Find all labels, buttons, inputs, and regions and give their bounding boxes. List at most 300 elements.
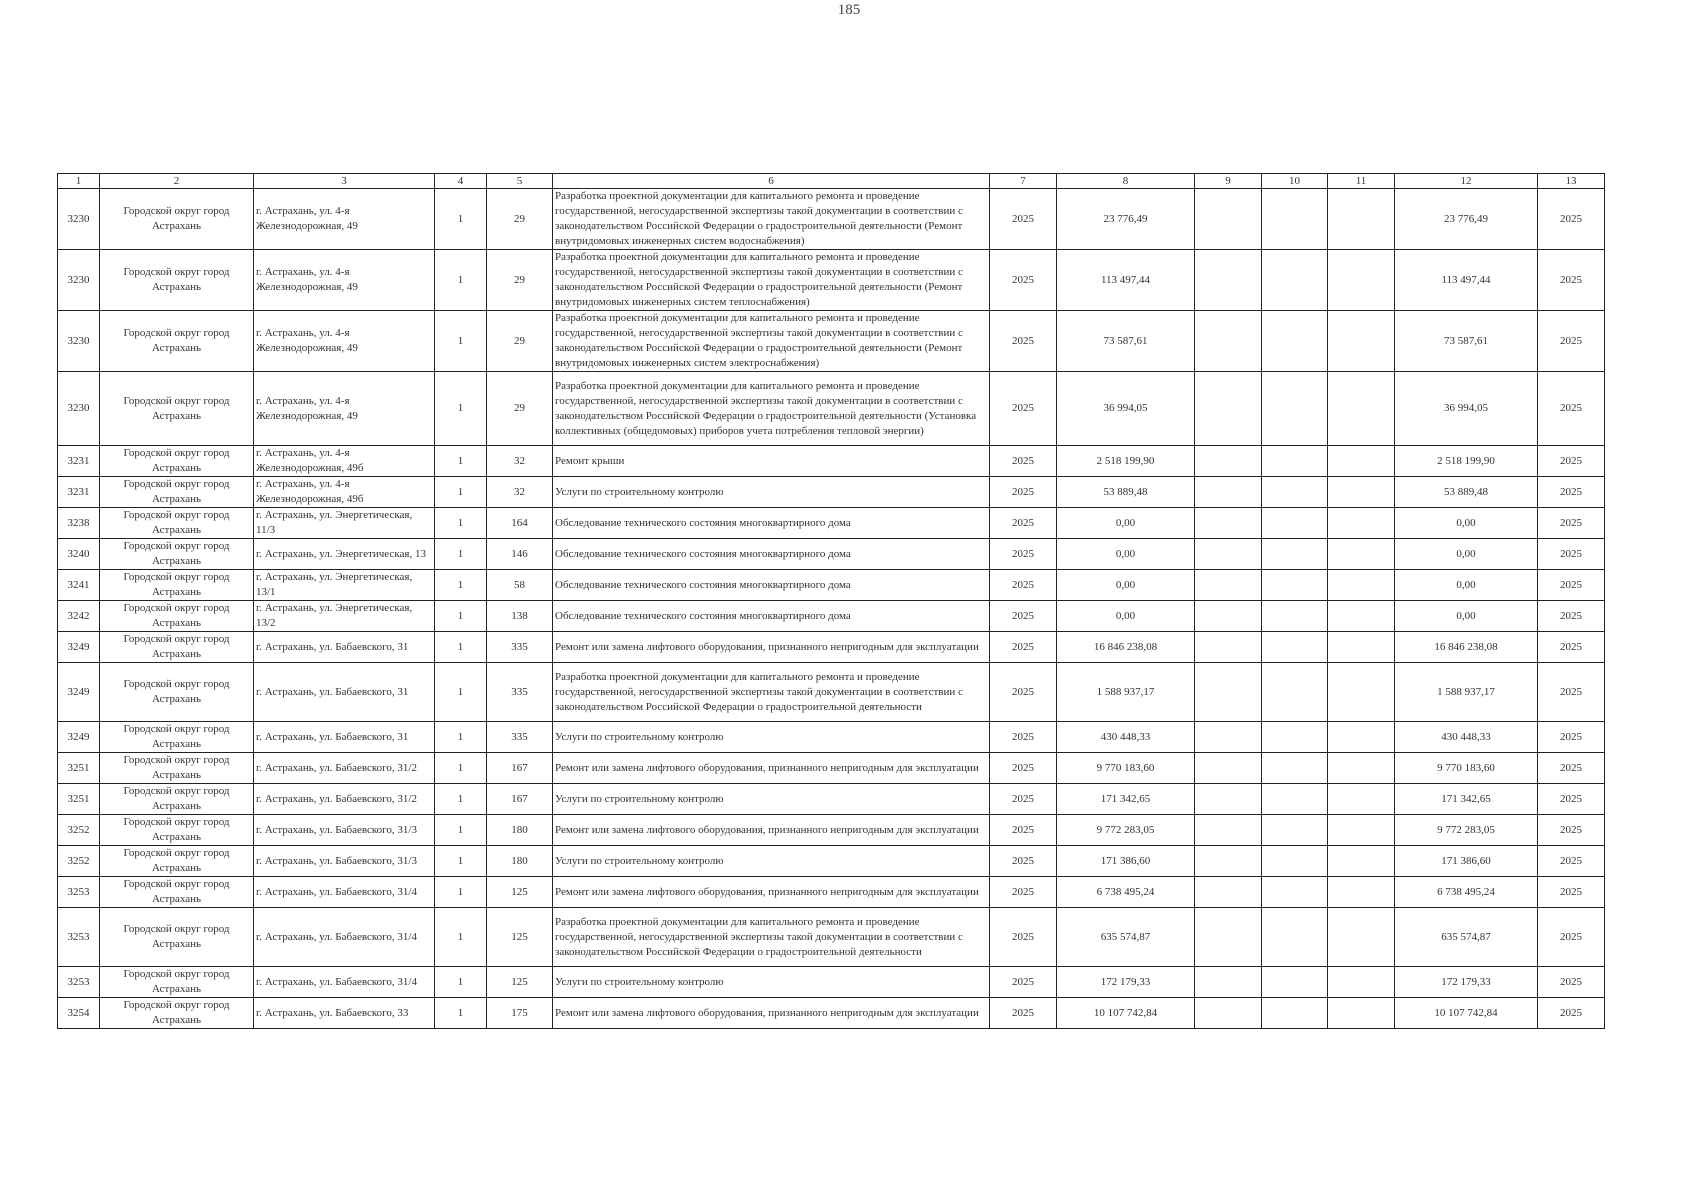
table-row [58, 570, 1605, 601]
cost-cell: 23 776,49 [1057, 189, 1195, 250]
row-number-cell: 3242 [58, 601, 100, 632]
col10-cell [1262, 908, 1328, 967]
completion-year-cell: 2025 [1538, 967, 1605, 998]
col10-cell [1262, 508, 1328, 539]
completion-year-cell: 2025 [1538, 663, 1605, 722]
cost-cell: 10 107 742,84 [1057, 998, 1195, 1029]
work-type-cell: Ремонт или замена лифтового оборудования, признанного непригодным для эксплуатации [553, 998, 990, 1029]
total-cost-cell: 1 588 937,17 [1395, 663, 1538, 722]
year-cell: 2025 [990, 846, 1057, 877]
municipality-cell: Городской округ город Астрахань [100, 250, 254, 311]
row-number-cell: 3230 [58, 189, 100, 250]
table-row [58, 815, 1605, 846]
col4-cell: 1 [435, 539, 487, 570]
cost-cell: 9 772 283,05 [1057, 815, 1195, 846]
col9-cell [1195, 446, 1262, 477]
table-row [58, 446, 1605, 477]
completion-year-cell: 2025 [1538, 446, 1605, 477]
work-type-cell: Разработка проектной документации для капитального ремонта и проведение государственной, негосударственной экспертизы такой документации в соответствии с законодательством Российской Федерации о градостроительной деятельности [553, 663, 990, 722]
col9-cell [1195, 632, 1262, 663]
total-cost-cell: 9 772 283,05 [1395, 815, 1538, 846]
municipality-cell: Городской округ город Астрахань [100, 815, 254, 846]
address-cell: г. Астрахань, ул. Бабаевского, 31/4 [254, 908, 435, 967]
row-number-cell: 3252 [58, 846, 100, 877]
municipality-cell: Городской округ город Астрахань [100, 539, 254, 570]
work-type-cell: Услуги по строительному контролю [553, 477, 990, 508]
col11-cell [1328, 846, 1395, 877]
total-cost-cell: 16 846 238,08 [1395, 632, 1538, 663]
col9-cell [1195, 372, 1262, 446]
col11-cell [1328, 372, 1395, 446]
col11-cell [1328, 601, 1395, 632]
year-cell: 2025 [990, 446, 1057, 477]
col10-cell [1262, 632, 1328, 663]
cost-cell: 16 846 238,08 [1057, 632, 1195, 663]
col11-cell [1328, 967, 1395, 998]
page-number: 185 [837, 2, 861, 18]
cost-cell: 0,00 [1057, 508, 1195, 539]
col5-cell: 335 [487, 663, 553, 722]
address-cell: г. Астрахань, ул. 4-я Железнодорожная, 49б [254, 477, 435, 508]
address-cell: г. Астрахань, ул. Бабаевского, 31/3 [254, 815, 435, 846]
col4-cell: 1 [435, 846, 487, 877]
completion-year-cell: 2025 [1538, 539, 1605, 570]
col4-cell: 1 [435, 189, 487, 250]
total-cost-cell: 9 770 183,60 [1395, 753, 1538, 784]
work-type-cell: Обследование технического состояния многоквартирного дома [553, 508, 990, 539]
col10-cell [1262, 815, 1328, 846]
col11-cell [1328, 250, 1395, 311]
completion-year-cell: 2025 [1538, 753, 1605, 784]
col5-cell: 125 [487, 877, 553, 908]
total-cost-cell: 430 448,33 [1395, 722, 1538, 753]
row-number-cell: 3254 [58, 998, 100, 1029]
completion-year-cell: 2025 [1538, 189, 1605, 250]
col5-cell: 335 [487, 722, 553, 753]
address-cell: г. Астрахань, ул. Бабаевского, 31 [254, 663, 435, 722]
work-type-cell: Ремонт или замена лифтового оборудования, признанного непригодным для эксплуатации [553, 632, 990, 663]
municipality-cell: Городской округ город Астрахань [100, 601, 254, 632]
total-cost-cell: 10 107 742,84 [1395, 998, 1538, 1029]
address-cell: г. Астрахань, ул. Энергетическая, 11/3 [254, 508, 435, 539]
capital-repair-table [57, 173, 1605, 1029]
municipality-cell: Городской округ город Астрахань [100, 753, 254, 784]
column-header: 13 [1538, 174, 1605, 189]
col4-cell: 1 [435, 908, 487, 967]
work-type-cell: Разработка проектной документации для капитального ремонта и проведение государственной, негосударственной экспертизы такой документации в соответствии с законодательством Российской Федерации о градостроительной деятельности [553, 908, 990, 967]
cost-cell: 0,00 [1057, 539, 1195, 570]
municipality-cell: Городской округ город Астрахань [100, 846, 254, 877]
cost-cell: 0,00 [1057, 570, 1195, 601]
total-cost-cell: 0,00 [1395, 539, 1538, 570]
cost-cell: 0,00 [1057, 601, 1195, 632]
completion-year-cell: 2025 [1538, 877, 1605, 908]
total-cost-cell: 73 587,61 [1395, 311, 1538, 372]
col10-cell [1262, 877, 1328, 908]
year-cell: 2025 [990, 601, 1057, 632]
col4-cell: 1 [435, 250, 487, 311]
completion-year-cell: 2025 [1538, 601, 1605, 632]
col9-cell [1195, 539, 1262, 570]
municipality-cell: Городской округ город Астрахань [100, 570, 254, 601]
work-type-cell: Ремонт или замена лифтового оборудования, признанного непригодным для эксплуатации [553, 877, 990, 908]
work-type-cell: Ремонт или замена лифтового оборудования, признанного непригодным для эксплуатации [553, 753, 990, 784]
table-row [58, 601, 1605, 632]
column-header: 10 [1262, 174, 1328, 189]
year-cell: 2025 [990, 372, 1057, 446]
municipality-cell: Городской округ город Астрахань [100, 784, 254, 815]
column-header: 1 [58, 174, 100, 189]
row-number-cell: 3252 [58, 815, 100, 846]
municipality-cell: Городской округ город Астрахань [100, 311, 254, 372]
col5-cell: 32 [487, 446, 553, 477]
table-row [58, 846, 1605, 877]
col9-cell [1195, 189, 1262, 250]
total-cost-cell: 171 342,65 [1395, 784, 1538, 815]
column-header: 6 [553, 174, 990, 189]
address-cell: г. Астрахань, ул. 4-я Железнодорожная, 49 [254, 189, 435, 250]
col5-cell: 175 [487, 998, 553, 1029]
col4-cell: 1 [435, 784, 487, 815]
total-cost-cell: 53 889,48 [1395, 477, 1538, 508]
year-cell: 2025 [990, 967, 1057, 998]
col4-cell: 1 [435, 722, 487, 753]
row-number-cell: 3240 [58, 539, 100, 570]
cost-cell: 172 179,33 [1057, 967, 1195, 998]
address-cell: г. Астрахань, ул. 4-я Железнодорожная, 49 [254, 250, 435, 311]
work-type-cell: Разработка проектной документации для капитального ремонта и проведение государственной, негосударственной экспертизы такой документации в соответствии с законодательством Российской Федерации о градостроительной деятельности (Ремонт внутридомовых инженерных систем водоснабжения) [553, 189, 990, 250]
table-row [58, 784, 1605, 815]
col5-cell: 180 [487, 815, 553, 846]
row-number-cell: 3253 [58, 967, 100, 998]
col9-cell [1195, 877, 1262, 908]
column-header: 11 [1328, 174, 1395, 189]
column-header: 5 [487, 174, 553, 189]
col9-cell [1195, 815, 1262, 846]
work-type-cell: Разработка проектной документации для капитального ремонта и проведение государственной, негосударственной экспертизы такой документации в соответствии с законодательством Российской Федерации о градостроительной деятельности (Ремонт внутридомовых инженерных систем теплоснабжения) [553, 250, 990, 311]
row-number-cell: 3231 [58, 446, 100, 477]
col11-cell [1328, 784, 1395, 815]
col11-cell [1328, 446, 1395, 477]
col9-cell [1195, 601, 1262, 632]
completion-year-cell: 2025 [1538, 846, 1605, 877]
col11-cell [1328, 632, 1395, 663]
col4-cell: 1 [435, 663, 487, 722]
cost-cell: 73 587,61 [1057, 311, 1195, 372]
col5-cell: 29 [487, 372, 553, 446]
row-number-cell: 3230 [58, 250, 100, 311]
municipality-cell: Городской округ город Астрахань [100, 372, 254, 446]
table-row [58, 477, 1605, 508]
col4-cell: 1 [435, 601, 487, 632]
table-row [58, 967, 1605, 998]
cost-cell: 1 588 937,17 [1057, 663, 1195, 722]
table-row [58, 632, 1605, 663]
col4-cell: 1 [435, 570, 487, 601]
completion-year-cell: 2025 [1538, 998, 1605, 1029]
table-row [58, 998, 1605, 1029]
cost-cell: 53 889,48 [1057, 477, 1195, 508]
cost-cell: 2 518 199,90 [1057, 446, 1195, 477]
col10-cell [1262, 477, 1328, 508]
completion-year-cell: 2025 [1538, 250, 1605, 311]
year-cell: 2025 [990, 753, 1057, 784]
col4-cell: 1 [435, 446, 487, 477]
col10-cell [1262, 446, 1328, 477]
col10-cell [1262, 784, 1328, 815]
row-number-cell: 3251 [58, 753, 100, 784]
year-cell: 2025 [990, 189, 1057, 250]
completion-year-cell: 2025 [1538, 311, 1605, 372]
year-cell: 2025 [990, 508, 1057, 539]
col10-cell [1262, 998, 1328, 1029]
col10-cell [1262, 601, 1328, 632]
work-type-cell: Услуги по строительному контролю [553, 967, 990, 998]
col10-cell [1262, 311, 1328, 372]
table-row [58, 877, 1605, 908]
col4-cell: 1 [435, 998, 487, 1029]
col11-cell [1328, 908, 1395, 967]
work-type-cell: Услуги по строительному контролю [553, 722, 990, 753]
total-cost-cell: 113 497,44 [1395, 250, 1538, 311]
table-row [58, 372, 1605, 446]
col9-cell [1195, 967, 1262, 998]
cost-cell: 171 386,60 [1057, 846, 1195, 877]
table-row [58, 663, 1605, 722]
municipality-cell: Городской округ город Астрахань [100, 632, 254, 663]
completion-year-cell: 2025 [1538, 372, 1605, 446]
municipality-cell: Городской округ город Астрахань [100, 446, 254, 477]
year-cell: 2025 [990, 632, 1057, 663]
municipality-cell: Городской округ город Астрахань [100, 189, 254, 250]
municipality-cell: Городской округ город Астрахань [100, 477, 254, 508]
col5-cell: 32 [487, 477, 553, 508]
row-number-cell: 3253 [58, 877, 100, 908]
col9-cell [1195, 998, 1262, 1029]
col4-cell: 1 [435, 508, 487, 539]
row-number-cell: 3238 [58, 508, 100, 539]
col5-cell: 164 [487, 508, 553, 539]
year-cell: 2025 [990, 570, 1057, 601]
work-type-cell: Разработка проектной документации для капитального ремонта и проведение государственной, негосударственной экспертизы такой документации в соответствии с законодательством Российской Федерации о градостроительной деятельности (Установка коллективных (общедомовых) приборов учета потребления тепловой энергии) [553, 372, 990, 446]
row-number-cell: 3251 [58, 784, 100, 815]
col10-cell [1262, 539, 1328, 570]
completion-year-cell: 2025 [1538, 477, 1605, 508]
completion-year-cell: 2025 [1538, 815, 1605, 846]
row-number-cell: 3253 [58, 908, 100, 967]
total-cost-cell: 171 386,60 [1395, 846, 1538, 877]
row-number-cell: 3230 [58, 372, 100, 446]
col9-cell [1195, 250, 1262, 311]
cost-cell: 113 497,44 [1057, 250, 1195, 311]
year-cell: 2025 [990, 722, 1057, 753]
col5-cell: 167 [487, 753, 553, 784]
column-header: 9 [1195, 174, 1262, 189]
col5-cell: 125 [487, 967, 553, 998]
col9-cell [1195, 753, 1262, 784]
address-cell: г. Астрахань, ул. Энергетическая, 13/1 [254, 570, 435, 601]
col5-cell: 29 [487, 311, 553, 372]
col10-cell [1262, 663, 1328, 722]
col5-cell: 125 [487, 908, 553, 967]
col5-cell: 167 [487, 784, 553, 815]
work-type-cell: Разработка проектной документации для капитального ремонта и проведение государственной, негосударственной экспертизы такой документации в соответствии с законодательством Российской Федерации о градостроительной деятельности (Ремонт внутридомовых инженерных систем электроснабжения) [553, 311, 990, 372]
col9-cell [1195, 722, 1262, 753]
col4-cell: 1 [435, 967, 487, 998]
row-number-cell: 3241 [58, 570, 100, 601]
col9-cell [1195, 508, 1262, 539]
address-cell: г. Астрахань, ул. Энергетическая, 13 [254, 539, 435, 570]
col11-cell [1328, 539, 1395, 570]
address-cell: г. Астрахань, ул. 4-я Железнодорожная, 49 [254, 372, 435, 446]
year-cell: 2025 [990, 998, 1057, 1029]
work-type-cell: Услуги по строительному контролю [553, 784, 990, 815]
col11-cell [1328, 508, 1395, 539]
year-cell: 2025 [990, 539, 1057, 570]
row-number-cell: 3249 [58, 632, 100, 663]
col4-cell: 1 [435, 477, 487, 508]
col5-cell: 146 [487, 539, 553, 570]
col5-cell: 58 [487, 570, 553, 601]
completion-year-cell: 2025 [1538, 570, 1605, 601]
col11-cell [1328, 998, 1395, 1029]
cost-cell: 171 342,65 [1057, 784, 1195, 815]
col5-cell: 138 [487, 601, 553, 632]
table-body [58, 174, 1605, 1029]
work-type-cell: Ремонт крыши [553, 446, 990, 477]
col4-cell: 1 [435, 372, 487, 446]
year-cell: 2025 [990, 477, 1057, 508]
year-cell: 2025 [990, 815, 1057, 846]
cost-cell: 36 994,05 [1057, 372, 1195, 446]
year-cell: 2025 [990, 784, 1057, 815]
work-type-cell: Услуги по строительному контролю [553, 846, 990, 877]
col11-cell [1328, 722, 1395, 753]
address-cell: г. Астрахань, ул. Бабаевского, 31/3 [254, 846, 435, 877]
row-number-cell: 3230 [58, 311, 100, 372]
total-cost-cell: 172 179,33 [1395, 967, 1538, 998]
total-cost-cell: 36 994,05 [1395, 372, 1538, 446]
municipality-cell: Городской округ город Астрахань [100, 722, 254, 753]
table-row [58, 311, 1605, 372]
col4-cell: 1 [435, 632, 487, 663]
col10-cell [1262, 722, 1328, 753]
row-number-cell: 3249 [58, 722, 100, 753]
col5-cell: 29 [487, 189, 553, 250]
column-header: 3 [254, 174, 435, 189]
address-cell: г. Астрахань, ул. 4-я Железнодорожная, 49б [254, 446, 435, 477]
col11-cell [1328, 753, 1395, 784]
col11-cell [1328, 815, 1395, 846]
col10-cell [1262, 372, 1328, 446]
address-cell: г. Астрахань, ул. 4-я Железнодорожная, 49 [254, 311, 435, 372]
total-cost-cell: 23 776,49 [1395, 189, 1538, 250]
address-cell: г. Астрахань, ул. Бабаевского, 33 [254, 998, 435, 1029]
table-row [58, 250, 1605, 311]
municipality-cell: Городской округ город Астрахань [100, 998, 254, 1029]
total-cost-cell: 6 738 495,24 [1395, 877, 1538, 908]
col5-cell: 335 [487, 632, 553, 663]
col10-cell [1262, 189, 1328, 250]
col9-cell [1195, 663, 1262, 722]
table-row [58, 753, 1605, 784]
cost-cell: 6 738 495,24 [1057, 877, 1195, 908]
column-header: 8 [1057, 174, 1195, 189]
column-header: 4 [435, 174, 487, 189]
col4-cell: 1 [435, 311, 487, 372]
row-number-cell: 3249 [58, 663, 100, 722]
col9-cell [1195, 570, 1262, 601]
col4-cell: 1 [435, 753, 487, 784]
work-type-cell: Обследование технического состояния многоквартирного дома [553, 601, 990, 632]
municipality-cell: Городской округ город Астрахань [100, 967, 254, 998]
col10-cell [1262, 570, 1328, 601]
col9-cell [1195, 477, 1262, 508]
col11-cell [1328, 311, 1395, 372]
year-cell: 2025 [990, 250, 1057, 311]
municipality-cell: Городской округ город Астрахань [100, 877, 254, 908]
year-cell: 2025 [990, 663, 1057, 722]
total-cost-cell: 0,00 [1395, 508, 1538, 539]
address-cell: г. Астрахань, ул. Бабаевского, 31/4 [254, 877, 435, 908]
year-cell: 2025 [990, 908, 1057, 967]
completion-year-cell: 2025 [1538, 784, 1605, 815]
col5-cell: 180 [487, 846, 553, 877]
col9-cell [1195, 908, 1262, 967]
col11-cell [1328, 477, 1395, 508]
column-number-row [58, 174, 1605, 189]
total-cost-cell: 2 518 199,90 [1395, 446, 1538, 477]
col10-cell [1262, 967, 1328, 998]
col9-cell [1195, 311, 1262, 372]
cost-cell: 9 770 183,60 [1057, 753, 1195, 784]
total-cost-cell: 0,00 [1395, 601, 1538, 632]
address-cell: г. Астрахань, ул. Энергетическая, 13/2 [254, 601, 435, 632]
address-cell: г. Астрахань, ул. Бабаевского, 31/4 [254, 967, 435, 998]
column-header: 2 [100, 174, 254, 189]
total-cost-cell: 635 574,87 [1395, 908, 1538, 967]
cost-cell: 430 448,33 [1057, 722, 1195, 753]
table-row [58, 722, 1605, 753]
work-type-cell: Обследование технического состояния многоквартирного дома [553, 539, 990, 570]
work-type-cell: Обследование технического состояния многоквартирного дома [553, 570, 990, 601]
col11-cell [1328, 189, 1395, 250]
col9-cell [1195, 784, 1262, 815]
completion-year-cell: 2025 [1538, 908, 1605, 967]
work-type-cell: Ремонт или замена лифтового оборудования, признанного непригодным для эксплуатации [553, 815, 990, 846]
municipality-cell: Городской округ город Астрахань [100, 663, 254, 722]
completion-year-cell: 2025 [1538, 722, 1605, 753]
total-cost-cell: 0,00 [1395, 570, 1538, 601]
col11-cell [1328, 570, 1395, 601]
col4-cell: 1 [435, 815, 487, 846]
address-cell: г. Астрахань, ул. Бабаевского, 31 [254, 632, 435, 663]
municipality-cell: Городской округ город Астрахань [100, 908, 254, 967]
address-cell: г. Астрахань, ул. Бабаевского, 31 [254, 722, 435, 753]
municipality-cell: Городской округ город Астрахань [100, 508, 254, 539]
year-cell: 2025 [990, 877, 1057, 908]
address-cell: г. Астрахань, ул. Бабаевского, 31/2 [254, 784, 435, 815]
col4-cell: 1 [435, 877, 487, 908]
col10-cell [1262, 753, 1328, 784]
col11-cell [1328, 663, 1395, 722]
column-header: 12 [1395, 174, 1538, 189]
row-number-cell: 3231 [58, 477, 100, 508]
cost-cell: 635 574,87 [1057, 908, 1195, 967]
col9-cell [1195, 846, 1262, 877]
col10-cell [1262, 250, 1328, 311]
completion-year-cell: 2025 [1538, 508, 1605, 539]
